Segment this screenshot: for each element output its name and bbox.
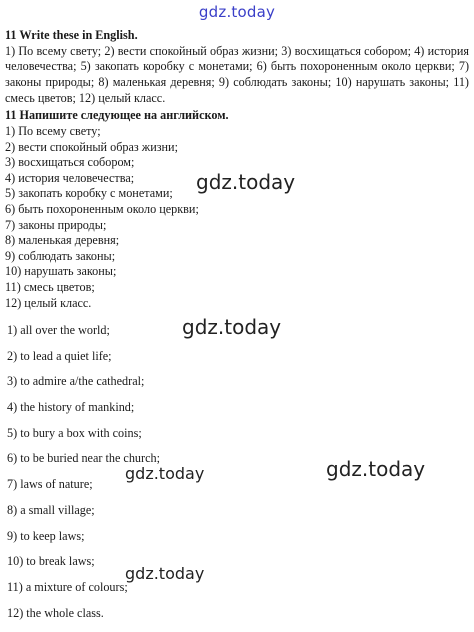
list-item: 8) маленькая деревня;	[5, 233, 120, 248]
list-item: 11) смесь цветов;	[5, 279, 95, 294]
answer-item: 2) to lead a quiet life;	[7, 348, 112, 363]
answer-item: 10) to break laws;	[7, 554, 95, 569]
watermark: gdz.today	[196, 170, 296, 194]
watermark: gdz.today	[326, 457, 426, 481]
list-item: 10) нарушать законы;	[5, 264, 117, 279]
task-en-intro: 1) По всему свету; 2) вести спокойный образ жизни; 3) восхищаться собором; 4) история человечества; 5) закопать коробку с монетами; 6) быть похороненным около церкви; 7) законы природы; 8) маленькая деревня; 9) соблюдать законы; 10) нарушать законы; 11) смесь цветов; 12) целый класс.	[5, 43, 469, 105]
list-item: 3) восхищаться собором;	[5, 155, 135, 170]
watermark: gdz.today	[125, 464, 205, 483]
watermark: gdz.today	[125, 564, 205, 583]
list-item: 6) быть похороненным около церкви;	[5, 201, 199, 216]
answer-item: 11) a mixture of colours;	[7, 579, 128, 594]
answer-item: 12) the whole class.	[7, 605, 104, 620]
answer-item: 4) the history of mankind;	[7, 400, 135, 415]
answer-item: 1) all over the world;	[7, 323, 110, 337]
list-item: 2) вести спокойный образ жизни;	[5, 139, 178, 154]
task-ru-block	[5, 108, 469, 124]
list-item: 9) соблюдать законы;	[5, 248, 116, 263]
watermark: gdz.today	[182, 315, 282, 339]
header-watermark[interactable]: gdz.today	[198, 3, 276, 21]
answer-item: 3) to admire a/the cathedral;	[7, 374, 145, 389]
answer-item: 7) laws of nature;	[7, 477, 93, 492]
answer-item: 6) to be buried near the church;	[7, 451, 160, 466]
list-item: 4) история человечества;	[5, 170, 135, 185]
list-item: 5) закопать коробку с монетами;	[5, 186, 173, 201]
task-en-title: 11 Write these in English.	[5, 28, 138, 42]
task-en-block	[5, 28, 469, 107]
russian-phrase-list	[5, 124, 199, 311]
answer-item: 9) to keep laws;	[7, 528, 85, 543]
list-item: 7) законы природы;	[5, 217, 107, 232]
list-item: 12) целый класс.	[5, 295, 92, 310]
list-item: 1) По всему свету;	[5, 124, 101, 138]
answer-item: 5) to bury a box with coins;	[7, 425, 142, 440]
task-ru-title: 11 Напишите следующее на английском.	[5, 108, 229, 122]
answer-item: 8) a small village;	[7, 502, 95, 517]
